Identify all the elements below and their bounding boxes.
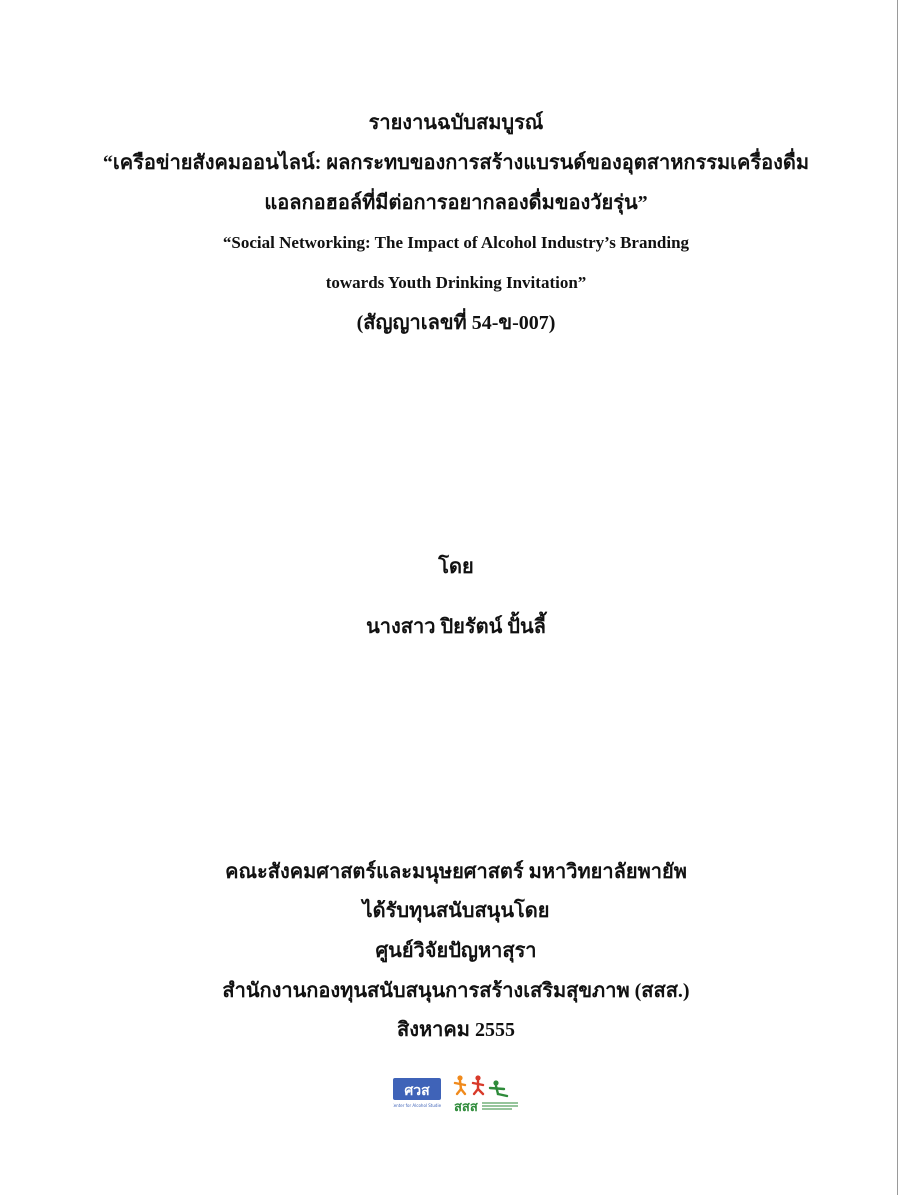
funder-alcohol-research-center: ศูนย์วิจัยปัญหาสุรา (375, 940, 537, 962)
funder-thaihealth: สำนักงานกองทุนสนับสนุนการสร้างเสริมสุขภาพ (สสส.) (222, 980, 690, 1002)
english-title-line-2: towards Youth Drinking Invitation” (325, 273, 587, 292)
thaihealth-logo-graphic (452, 1074, 520, 1114)
report-date: สิงหาคม 2555 (397, 1019, 515, 1041)
thaihealth-figure-red (473, 1075, 483, 1094)
thaihealth-figure-orange (455, 1075, 465, 1094)
report-type-title: รายงานฉบับสมบูรณ์ (368, 112, 544, 134)
thaihealth-logo (452, 1074, 520, 1114)
thai-title-line-2: แอลกอฮอล์ที่มีต่อการอยากลองดื่มของวัยรุ่น” (264, 192, 648, 214)
thaihealth-figure-green (490, 1080, 507, 1096)
contract-number: (สัญญาเลขที่ 54-ข-007) (356, 312, 556, 334)
thai-title-line-1: “เครือข่ายสังคมออนไลน์: ผลกระทบของการสร้างแบรนด์ของอุตสาหกรรมเครื่องดื่ม (102, 152, 810, 174)
cas-logo-graphic (393, 1074, 441, 1110)
cas-logo (393, 1074, 441, 1110)
thaihealth-logo-text: สสส (454, 1100, 478, 1114)
english-title-line-1: “Social Networking: The Impact of Alcohol Industry’s Branding (222, 233, 690, 252)
author-name: นางสาว ปิยรัตน์ ปั้นลี้ (366, 616, 546, 638)
cas-logo-caption: Center for Alcohol Studies (393, 1103, 441, 1108)
cas-logo-text: ศวส (404, 1083, 430, 1099)
funding-label: ได้รับทุนสนับสนุนโดย (362, 900, 550, 922)
institution: คณะสังคมศาสตร์และมนุษยศาสตร์ มหาวิทยาลัยพายัพ (225, 861, 687, 883)
by-label: โดย (438, 556, 474, 578)
